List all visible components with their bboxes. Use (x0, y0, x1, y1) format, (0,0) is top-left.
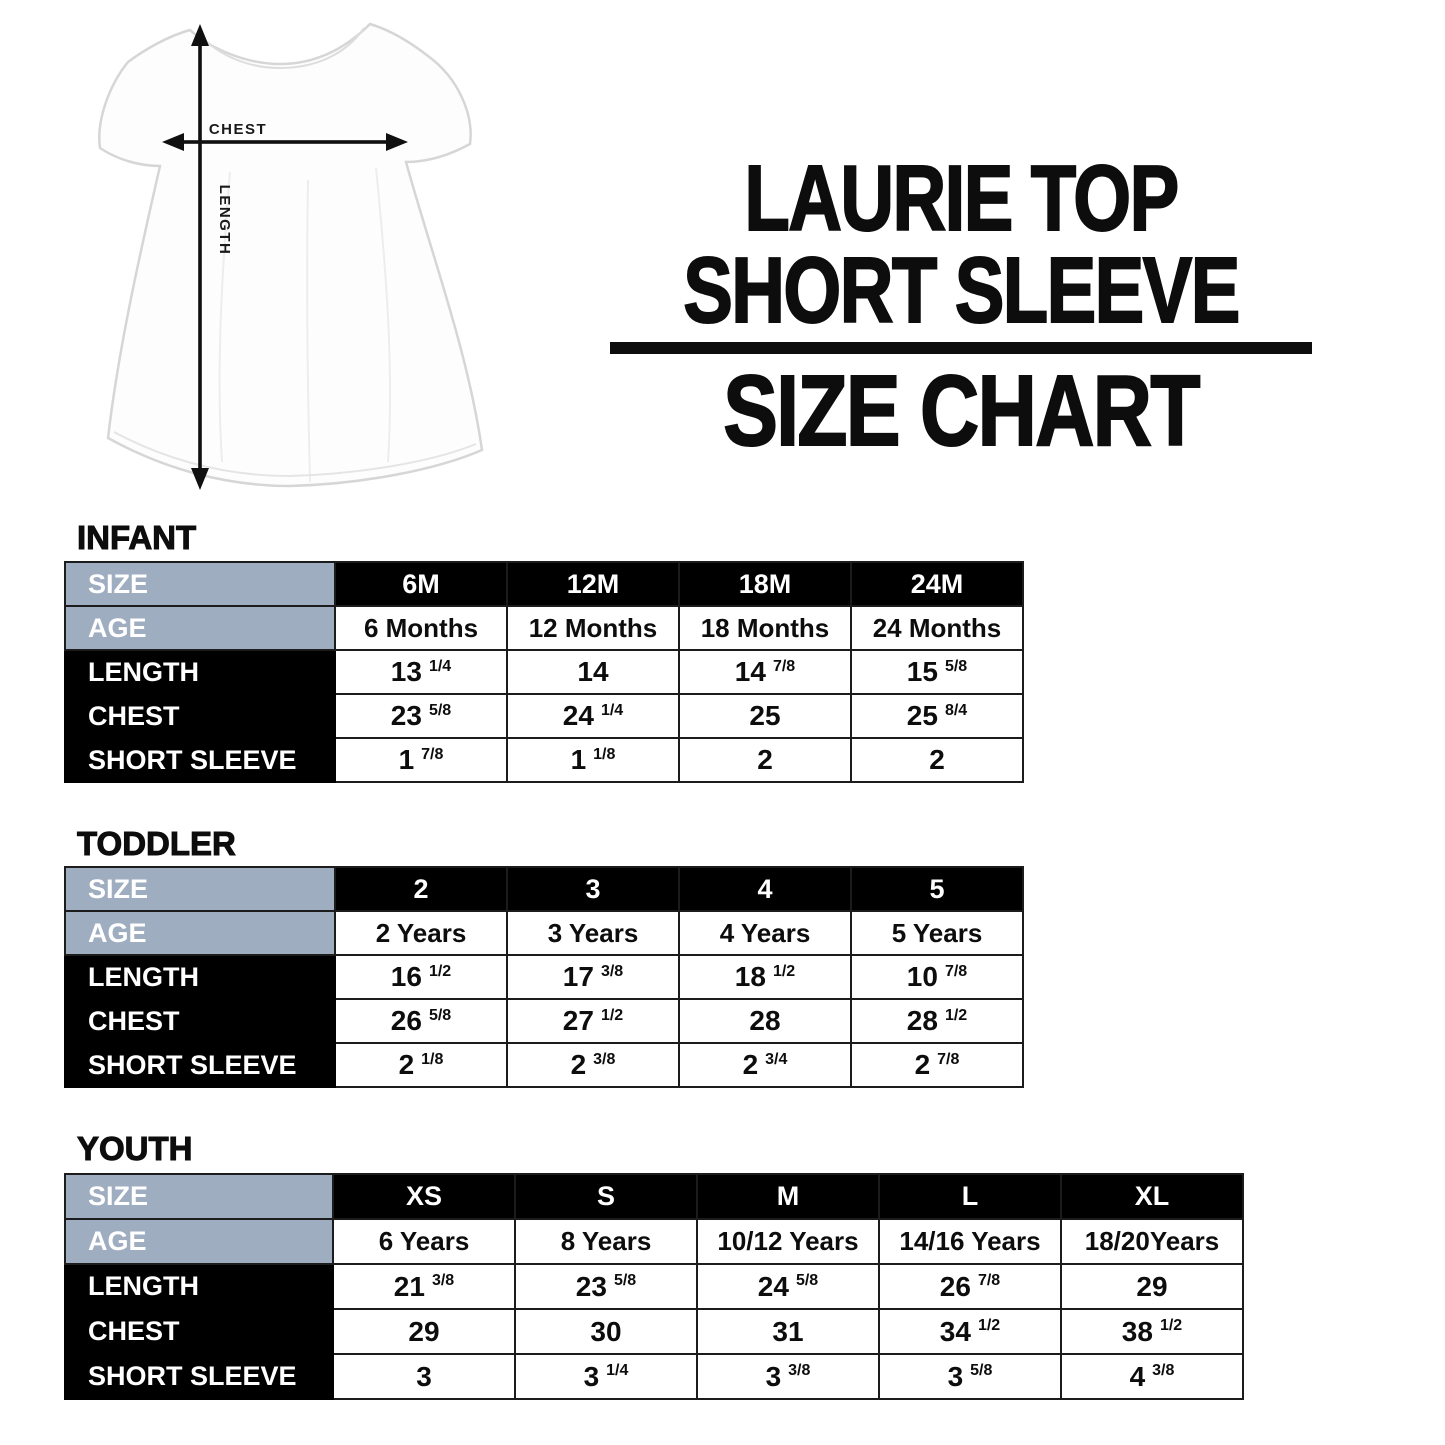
group-label-toddler: TODDLER (77, 825, 236, 862)
youth-age-value: 10/12 Years (697, 1219, 879, 1264)
infant-short-sleeve-value (507, 738, 679, 782)
infant-table-row (65, 606, 1023, 650)
toddler-short-sleeve-row-label: SHORT SLEEVE (65, 1043, 335, 1087)
title-block (610, 146, 1312, 467)
youth-chest-row-label: CHEST (65, 1309, 333, 1354)
youth-size-table (64, 1173, 1244, 1400)
youth-age-value: 18/20Years (1061, 1219, 1243, 1264)
youth-table-row (65, 1264, 1243, 1309)
value-whole: 17 (562, 961, 594, 992)
youth-length-row-label: LENGTH (65, 1264, 333, 1309)
infant-age-value: 18 Months (679, 606, 851, 650)
value-fraction: 1/4 (428, 657, 452, 675)
value-fraction: 1/2 (1159, 1317, 1183, 1335)
infant-table-mount (64, 561, 1024, 783)
toddler-size-table (64, 866, 1024, 1088)
youth-short-sleeve-row-label: SHORT SLEEVE (65, 1354, 333, 1399)
infant-size-row-label: SIZE (65, 562, 335, 606)
toddler-size-column-header: 4 (679, 867, 851, 911)
infant-size-column-header: 18M (679, 562, 851, 606)
value-whole: 2 (914, 1049, 931, 1080)
value-fraction: 5/8 (970, 1362, 993, 1380)
value-whole: 3 (765, 1360, 782, 1392)
toddler-age-value: 4 Years (679, 911, 851, 955)
youth-length-value (515, 1264, 697, 1309)
youth-chest-value: 30 (515, 1309, 697, 1354)
value-whole: 26 (390, 1005, 422, 1036)
youth-short-sleeve-value (515, 1354, 697, 1399)
shirt-outline (99, 24, 482, 486)
youth-age-row-label: AGE (65, 1219, 333, 1264)
infant-length-value (335, 650, 507, 694)
toddler-chest-value (335, 999, 507, 1043)
value-fraction: 1/4 (606, 1362, 629, 1380)
value-fraction: 1/8 (593, 745, 616, 763)
youth-table-row (65, 1309, 1243, 1354)
toddler-size-column-header: 2 (335, 867, 507, 911)
infant-table-row (65, 738, 1023, 782)
toddler-age-value: 2 Years (335, 911, 507, 955)
value-fraction: 7/8 (977, 1272, 1001, 1290)
toddler-age-row-label: AGE (65, 911, 335, 955)
infant-table-row (65, 650, 1023, 694)
value-whole: 38 (1121, 1315, 1153, 1347)
value-whole: 13 (390, 656, 422, 687)
infant-size-table (64, 561, 1024, 783)
infant-age-value: 12 Months (507, 606, 679, 650)
value-whole: 16 (390, 961, 422, 992)
value-fraction: 3/8 (600, 962, 624, 980)
toddler-age-value: 5 Years (851, 911, 1023, 955)
value-fraction: 3/8 (431, 1272, 455, 1290)
toddler-table-row (65, 911, 1023, 955)
value-fraction: 7/8 (937, 1050, 960, 1068)
toddler-length-row-label: LENGTH (65, 955, 335, 999)
value-fraction: 5/8 (428, 1006, 452, 1024)
infant-short-sleeve-row-label: SHORT SLEEVE (65, 738, 335, 782)
youth-age-value: 14/16 Years (879, 1219, 1061, 1264)
infant-chest-value: 25 (679, 694, 851, 738)
value-fraction: 1/2 (977, 1317, 1001, 1335)
group-label-youth: YOUTH (77, 1130, 193, 1167)
value-fraction: 7/8 (772, 657, 796, 675)
youth-table-row (65, 1219, 1243, 1264)
value-fraction: 8/4 (944, 701, 968, 719)
toddler-length-value (679, 955, 851, 999)
infant-length-value (679, 650, 851, 694)
toddler-age-value: 3 Years (507, 911, 679, 955)
toddler-size-column-header: 5 (851, 867, 1023, 911)
value-fraction: 5/8 (428, 701, 452, 719)
value-whole: 15 (906, 656, 938, 687)
infant-size-column-header: 12M (507, 562, 679, 606)
infant-table-row (65, 694, 1023, 738)
value-whole: 4 (1129, 1360, 1146, 1392)
toddler-chest-value (851, 999, 1023, 1043)
value-whole: 21 (393, 1270, 425, 1302)
infant-chest-value (851, 694, 1023, 738)
youth-size-column-header: XS (333, 1174, 515, 1219)
shirt-diagram-svg (80, 0, 520, 500)
infant-table-row (65, 562, 1023, 606)
value-whole: 1 (398, 744, 415, 775)
youth-chest-value (1061, 1309, 1243, 1354)
value-whole: 25 (906, 700, 938, 731)
youth-size-column-header: M (697, 1174, 879, 1219)
toddler-table-row (65, 867, 1023, 911)
youth-size-column-header: L (879, 1174, 1061, 1219)
size-chart-heading: SIZE CHART (723, 355, 1199, 467)
toddler-short-sleeve-value (335, 1043, 507, 1087)
value-fraction: 1/2 (428, 962, 452, 980)
value-whole: 14 (734, 656, 766, 687)
youth-short-sleeve-value (697, 1354, 879, 1399)
value-whole: 2 (570, 1049, 587, 1080)
value-whole: 27 (562, 1005, 594, 1036)
value-whole: 1 (570, 744, 587, 775)
youth-length-value (879, 1264, 1061, 1309)
youth-short-sleeve-value: 3 (333, 1354, 515, 1399)
infant-chest-value (507, 694, 679, 738)
toddler-length-value (335, 955, 507, 999)
infant-short-sleeve-value (335, 738, 507, 782)
value-whole: 24 (757, 1270, 789, 1302)
value-fraction: 5/8 (944, 657, 968, 675)
youth-short-sleeve-value (1061, 1354, 1243, 1399)
youth-size-column-header: S (515, 1174, 697, 1219)
length-measure-label: LENGTH (216, 184, 233, 256)
value-whole: 2 (742, 1049, 759, 1080)
product-title-line1: LAURIE TOP (744, 146, 1178, 250)
value-fraction: 1/8 (421, 1050, 444, 1068)
value-whole: 2 (398, 1049, 415, 1080)
toddler-length-value (507, 955, 679, 999)
value-fraction: 1/2 (944, 1006, 968, 1024)
value-whole: 28 (906, 1005, 938, 1036)
youth-age-value: 6 Years (333, 1219, 515, 1264)
youth-table-mount (64, 1173, 1244, 1400)
value-fraction: 1/2 (600, 1006, 624, 1024)
infant-length-value: 14 (507, 650, 679, 694)
youth-short-sleeve-value (879, 1354, 1061, 1399)
toddler-chest-value (507, 999, 679, 1043)
value-whole: 3 (947, 1360, 964, 1392)
value-fraction: 7/8 (421, 745, 444, 763)
youth-age-value: 8 Years (515, 1219, 697, 1264)
value-fraction: 7/8 (944, 962, 968, 980)
value-whole: 34 (939, 1315, 971, 1347)
toddler-table-row (65, 1043, 1023, 1087)
infant-length-row-label: LENGTH (65, 650, 335, 694)
toddler-short-sleeve-value (507, 1043, 679, 1087)
infant-short-sleeve-value: 2 (679, 738, 851, 782)
toddler-table-row (65, 999, 1023, 1043)
shirt-illustration (80, 0, 520, 500)
toddler-short-sleeve-value (851, 1043, 1023, 1087)
infant-size-column-header: 24M (851, 562, 1023, 606)
value-fraction: 1/4 (600, 701, 624, 719)
youth-table-row (65, 1174, 1243, 1219)
toddler-length-value (851, 955, 1023, 999)
youth-chest-value: 31 (697, 1309, 879, 1354)
youth-size-column-header: XL (1061, 1174, 1243, 1219)
toddler-chest-row-label: CHEST (65, 999, 335, 1043)
infant-short-sleeve-value: 2 (851, 738, 1023, 782)
value-whole: 26 (939, 1270, 971, 1302)
title-divider (610, 342, 1312, 354)
toddler-table-row (65, 955, 1023, 999)
youth-size-row-label: SIZE (65, 1174, 333, 1219)
youth-length-value: 29 (1061, 1264, 1243, 1309)
toddler-size-row-label: SIZE (65, 867, 335, 911)
value-fraction: 3/8 (788, 1362, 811, 1380)
youth-table-row (65, 1354, 1243, 1399)
infant-age-value: 24 Months (851, 606, 1023, 650)
toddler-chest-value: 28 (679, 999, 851, 1043)
value-whole: 23 (575, 1270, 607, 1302)
product-title-line2: SHORT SLEEVE (683, 238, 1239, 342)
value-whole: 10 (906, 961, 938, 992)
youth-length-value (697, 1264, 879, 1309)
infant-chest-value (335, 694, 507, 738)
value-whole: 24 (562, 700, 594, 731)
infant-age-value: 6 Months (335, 606, 507, 650)
value-whole: 3 (583, 1360, 600, 1392)
infant-chest-row-label: CHEST (65, 694, 335, 738)
value-fraction: 3/8 (593, 1050, 616, 1068)
value-fraction: 5/8 (613, 1272, 637, 1290)
value-whole: 18 (734, 961, 766, 992)
toddler-short-sleeve-value (679, 1043, 851, 1087)
value-fraction: 3/8 (1152, 1362, 1175, 1380)
toddler-table-mount (64, 866, 1024, 1088)
infant-length-value (851, 650, 1023, 694)
youth-chest-value (879, 1309, 1061, 1354)
infant-age-row-label: AGE (65, 606, 335, 650)
value-fraction: 3/4 (765, 1050, 788, 1068)
toddler-size-column-header: 3 (507, 867, 679, 911)
group-label-infant: INFANT (77, 519, 197, 556)
value-fraction: 5/8 (795, 1272, 819, 1290)
youth-chest-value: 29 (333, 1309, 515, 1354)
youth-length-value (333, 1264, 515, 1309)
value-whole: 23 (390, 700, 422, 731)
infant-size-column-header: 6M (335, 562, 507, 606)
chest-measure-label: CHEST (208, 121, 268, 138)
value-fraction: 1/2 (772, 962, 796, 980)
